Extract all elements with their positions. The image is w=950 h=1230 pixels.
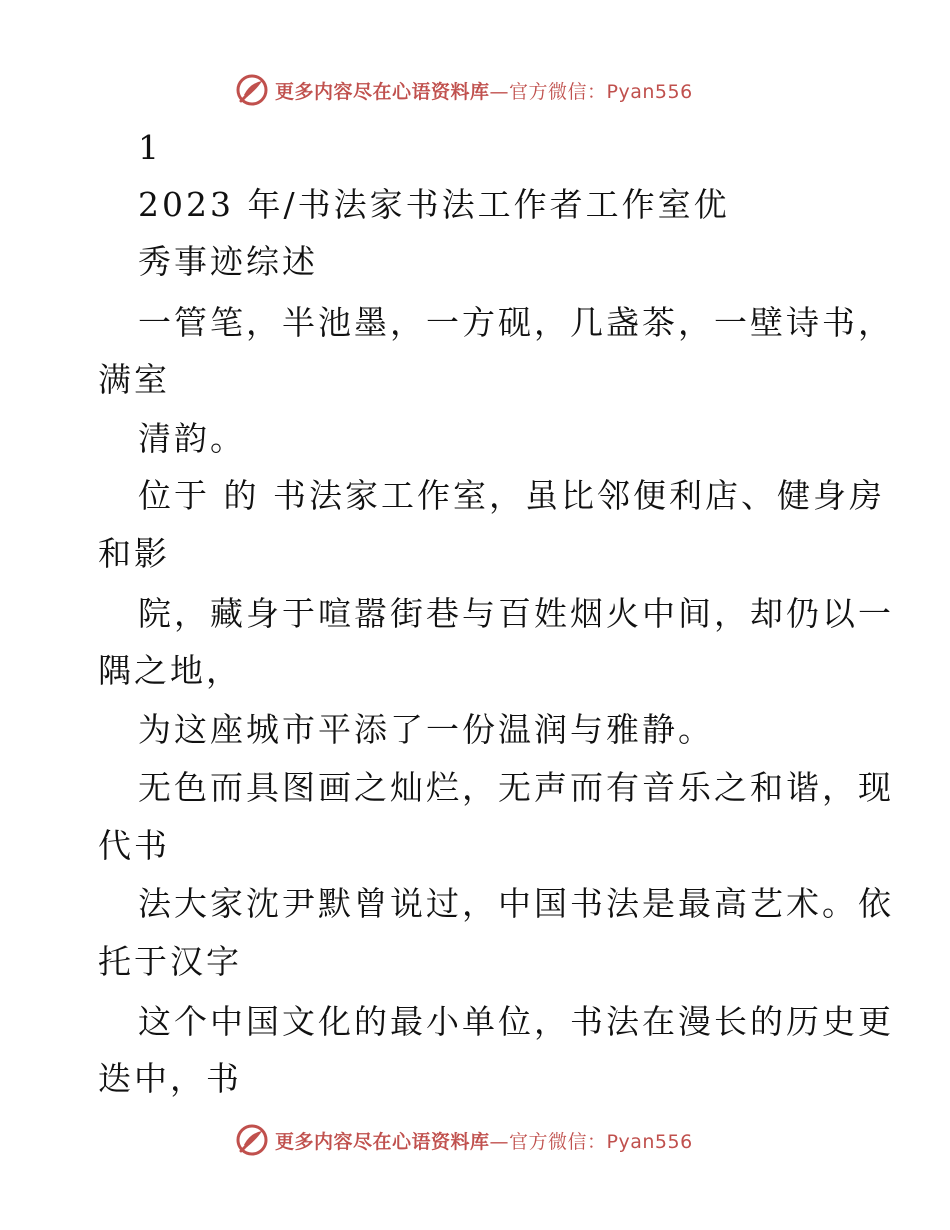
- watermark-text: 更多内容尽在心语资料库—官方微信：Pyan556: [275, 80, 693, 103]
- paragraph-line: 清韵。: [138, 419, 246, 458]
- paragraph-line: 满室: [98, 360, 170, 399]
- document-title-line-1: 2023 年/书法家书法工作者工作室优: [138, 185, 730, 224]
- paragraph-line: 迭中，书: [98, 1059, 242, 1098]
- paragraph-line: 和影: [98, 534, 170, 573]
- paragraph-line: 法大家沈尹默曾说过，中国书法是最高艺术。依: [138, 884, 894, 923]
- paragraph-line: 隅之地，: [98, 651, 242, 690]
- ink-brush-logo-icon: [235, 73, 269, 107]
- paragraph-line: 一管笔，半池墨，一方砚，几盏茶，一壁诗书，: [138, 303, 894, 342]
- page-number: 1: [138, 128, 162, 167]
- paragraph-line: 代书: [98, 826, 170, 865]
- ink-brush-logo-icon: [235, 1123, 269, 1157]
- paragraph-line: 这个中国文化的最小单位，书法在漫长的历史更: [138, 1002, 894, 1041]
- paragraph-line: 托于汉字: [98, 942, 242, 981]
- watermark-text: 更多内容尽在心语资料库—官方微信：Pyan556: [275, 1130, 693, 1153]
- header-watermark: [235, 73, 693, 107]
- document-title-line-2: 秀事迹综述: [138, 242, 318, 281]
- paragraph-line: 无色而具图画之灿烂，无声而有音乐之和谐，现: [138, 768, 894, 807]
- paragraph-line: 位于 的 书法家工作室，虽比邻便利店、健身房: [138, 476, 885, 515]
- paragraph-line: 为这座城市平添了一份温润与雅静。: [138, 710, 714, 749]
- footer-watermark: [235, 1123, 693, 1157]
- paragraph-line: 院，藏身于喧嚣街巷与百姓烟火中间，却仍以一: [138, 594, 894, 633]
